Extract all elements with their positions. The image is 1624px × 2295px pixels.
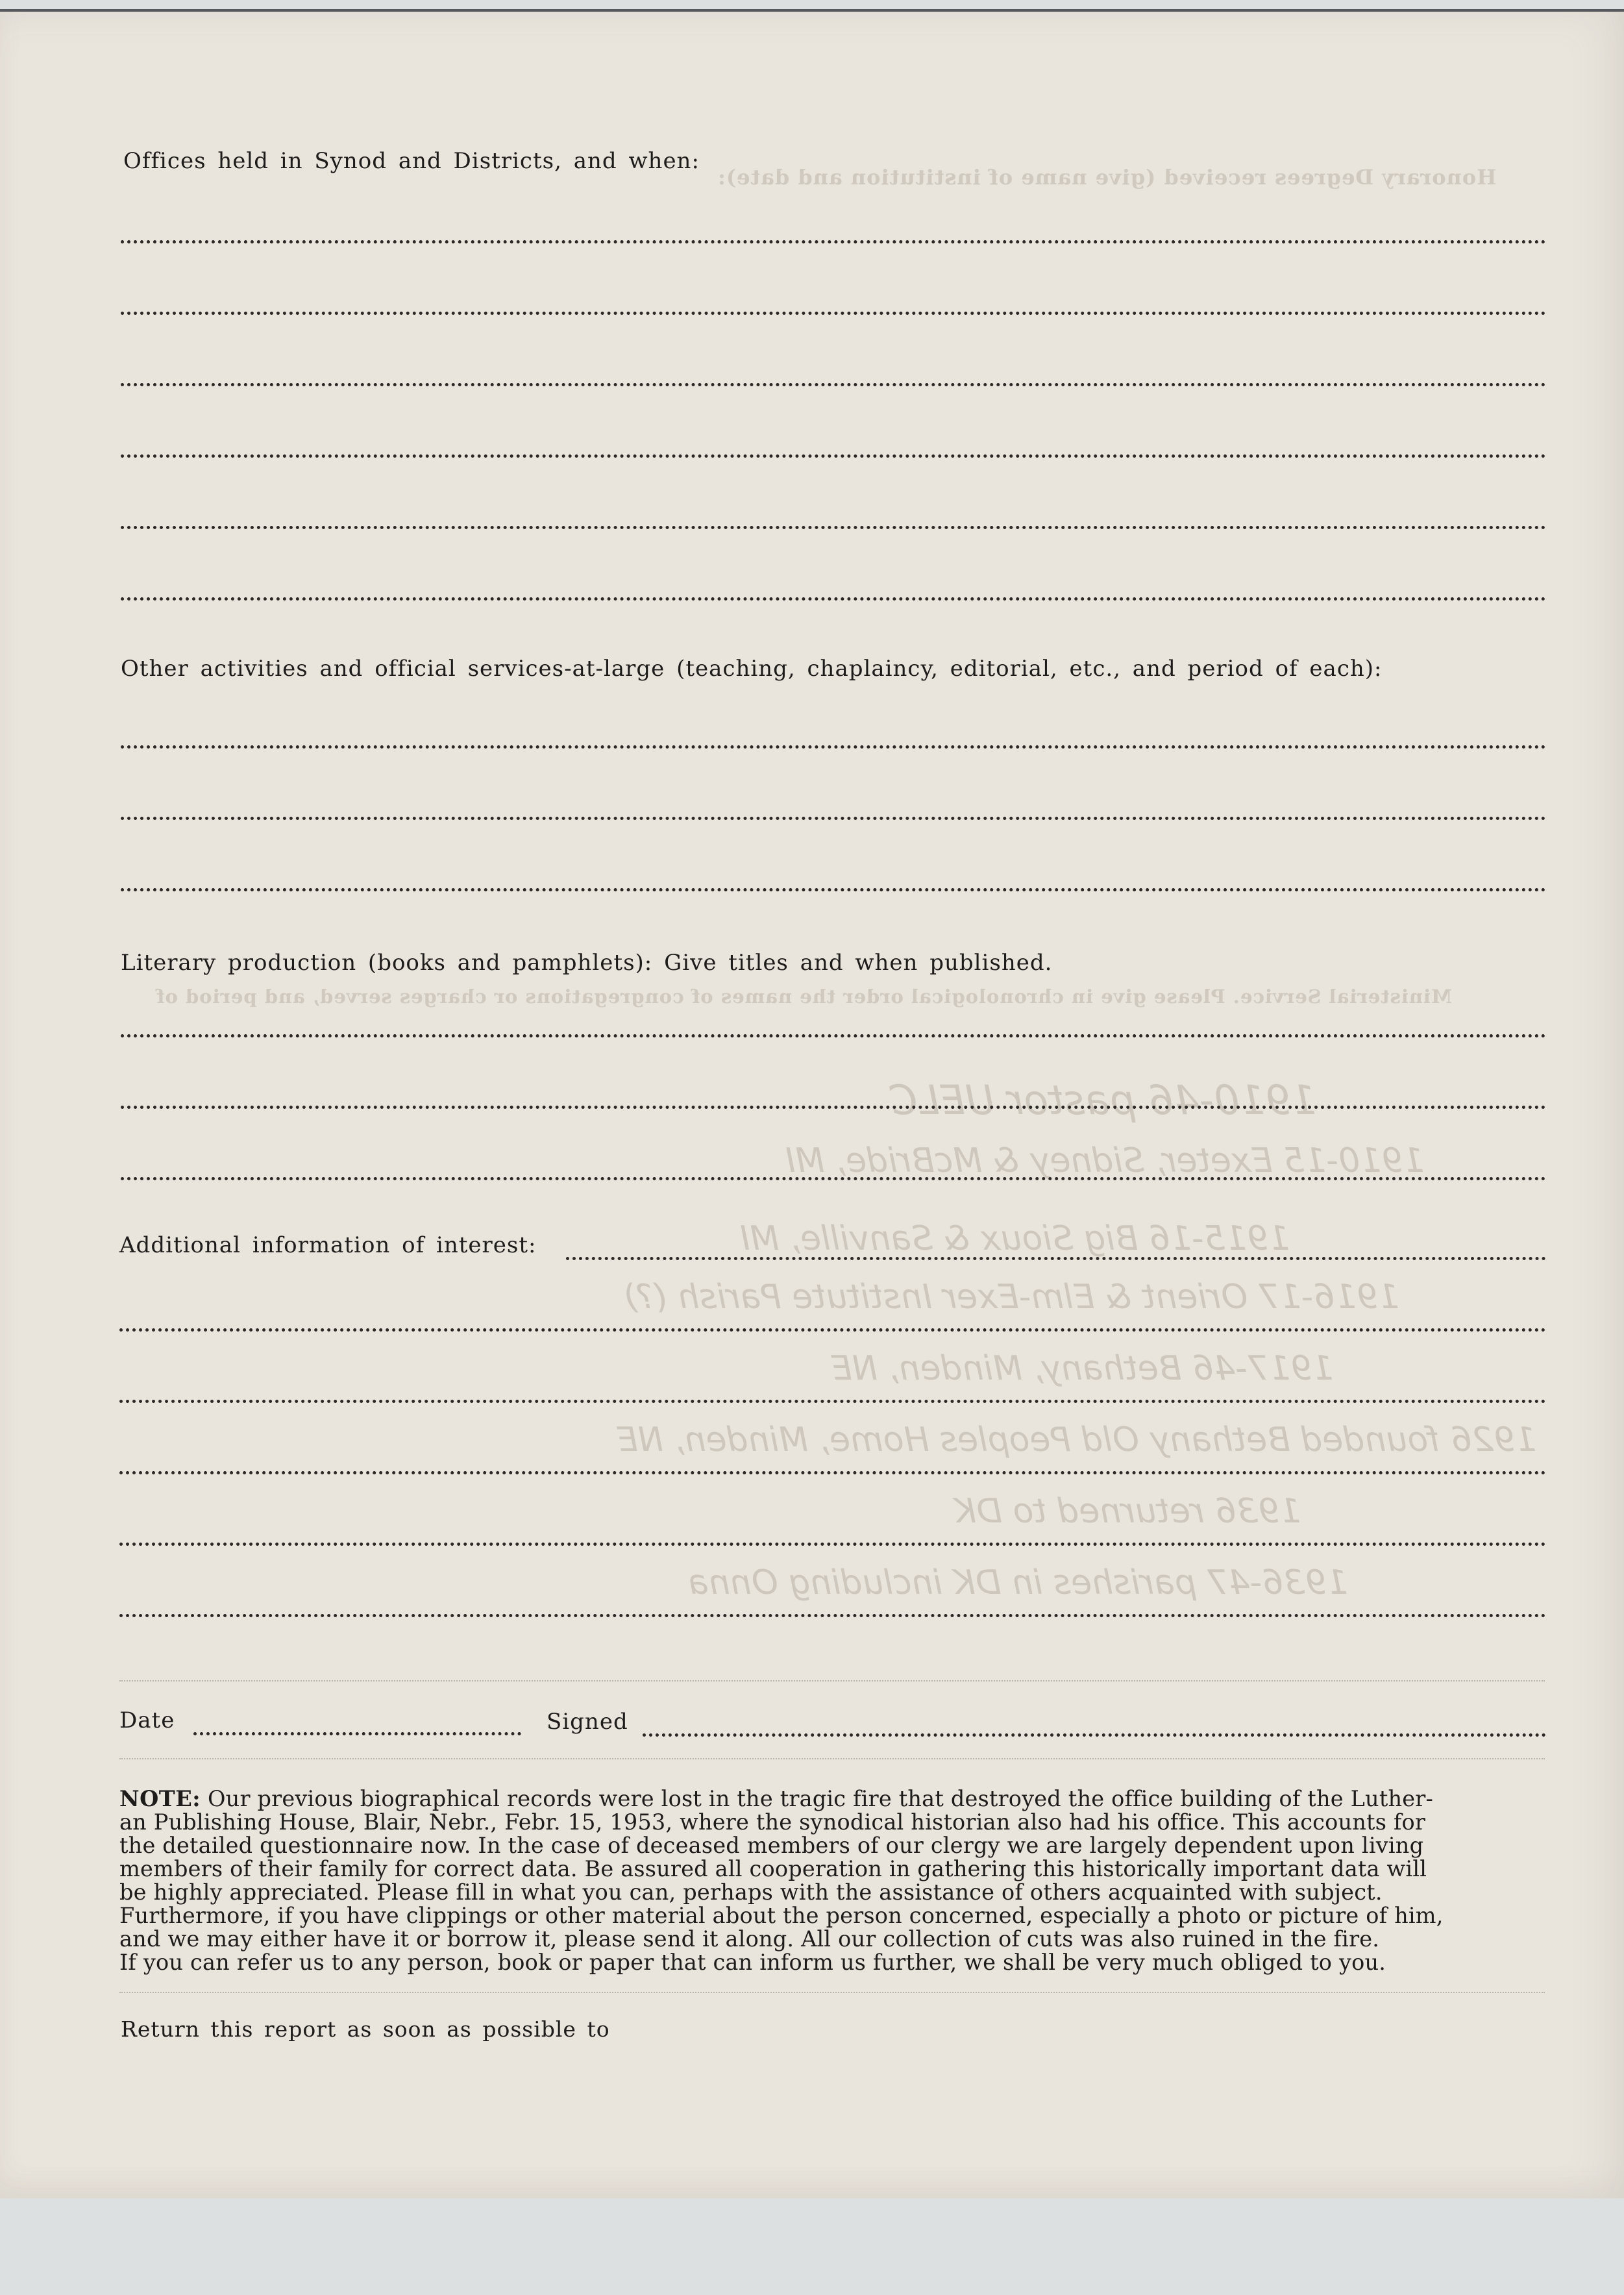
note-paragraph bbox=[119, 1787, 1547, 1974]
activities-line[interactable] bbox=[121, 817, 1546, 820]
additional-line[interactable] bbox=[566, 1257, 1546, 1260]
activities-line[interactable] bbox=[121, 745, 1546, 749]
additional-line[interactable] bbox=[119, 1328, 1546, 1332]
bleed-through-handwriting: 1936 returned to DK bbox=[954, 1492, 1301, 1531]
bleed-through-handwriting: 1910-46 pastor UELC bbox=[889, 1076, 1317, 1124]
additional-line[interactable] bbox=[119, 1543, 1546, 1546]
literary-line[interactable] bbox=[121, 1106, 1546, 1109]
offices-line[interactable] bbox=[121, 526, 1546, 529]
activities-line[interactable] bbox=[121, 888, 1546, 891]
additional-line[interactable] bbox=[119, 1400, 1546, 1403]
bleed-through-handwriting: 1910-15 Exeter, Sidney & McBride, MI bbox=[785, 1141, 1425, 1180]
note-line: the detailed questionnaire now. In the case of deceased members of our clergy we are largely dependent upon living bbox=[119, 1833, 1424, 1858]
note-line: an Publishing House, Blair, Nebr., Febr. 15, 1953, where the synodical historian also had his office. This accounts for bbox=[119, 1809, 1426, 1835]
literary-heading: Literary production (books and pamphlets): Give titles and when published. bbox=[121, 950, 1053, 976]
offices-line[interactable] bbox=[121, 312, 1546, 315]
literary-line[interactable] bbox=[121, 1177, 1546, 1180]
offices-heading: Offices held in Synod and Districts, and when: bbox=[123, 148, 700, 174]
questionnaire-page bbox=[0, 9, 1624, 2198]
literary-line[interactable] bbox=[121, 1034, 1546, 1037]
activities-heading: Other activities and official services-at-large (teaching, chaplaincy, editorial, etc., and period of each): bbox=[121, 656, 1383, 682]
additional-line[interactable] bbox=[119, 1614, 1546, 1617]
additional-heading: Additional information of interest: bbox=[119, 1232, 537, 1258]
signature-line[interactable] bbox=[643, 1733, 1546, 1737]
bleed-through-text: Ministerial Service. Please give in chronological order the names of congregations or charges served, and period of bbox=[156, 986, 1453, 1008]
faint-rule bbox=[119, 1758, 1545, 1759]
note-line: members of their family for correct data. Be assured all cooperation in gathering this historically important data will bbox=[119, 1856, 1427, 1881]
offices-line[interactable] bbox=[121, 597, 1546, 601]
offices-line[interactable] bbox=[121, 240, 1546, 243]
note-line bbox=[119, 1787, 1547, 1811]
note-line: If you can refer us to any person, book or paper that can inform us further, we shall be very much obliged to you. bbox=[119, 1950, 1386, 1975]
faint-rule bbox=[119, 1680, 1545, 1681]
bleed-through-handwriting: 1936-47 parishes in DK including Onna bbox=[688, 1563, 1348, 1602]
date-label: Date bbox=[119, 1707, 175, 1733]
offices-line[interactable] bbox=[121, 383, 1546, 386]
note-line: Furthermore, if you have clippings or other material about the person concerned, especially a photo or picture of him, bbox=[119, 1903, 1444, 1928]
note-line: and we may either have it or borrow it, please send it along. All our collection of cuts was also ruined in the fire. bbox=[119, 1926, 1380, 1952]
return-instruction: Return this report as soon as possible to bbox=[121, 2016, 610, 2042]
note-line: be highly appreciated. Please fill in what you can, perhaps with the assistance of others acquainted with subject. bbox=[119, 1879, 1383, 1905]
offices-line[interactable] bbox=[121, 454, 1546, 458]
bleed-through-handwriting: 1916-17 Orient & Elm-Exer Institute Parish (?) bbox=[623, 1278, 1400, 1317]
bleed-through-handwriting: 1917-46 Bethany, Minden, NE bbox=[831, 1349, 1334, 1388]
note-label: NOTE: bbox=[119, 1786, 201, 1811]
bleed-through-handwriting: 1915-16 Big Sioux & Sanville, MI bbox=[740, 1219, 1290, 1258]
signed-label: Signed bbox=[547, 1709, 628, 1735]
additional-line[interactable] bbox=[119, 1471, 1546, 1474]
faint-rule bbox=[119, 1992, 1545, 1993]
bleed-through-text: Honorary Degrees received (give name of institution and date): bbox=[717, 165, 1497, 190]
bleed-through-handwriting: 1926 founded Bethany Old Peoples Home, Minden, NE bbox=[617, 1420, 1537, 1459]
note-line-text: Our previous biographical records were lost in the tragic fire that destroyed the office building of the Luther- bbox=[208, 1786, 1434, 1811]
date-line[interactable] bbox=[193, 1732, 521, 1735]
